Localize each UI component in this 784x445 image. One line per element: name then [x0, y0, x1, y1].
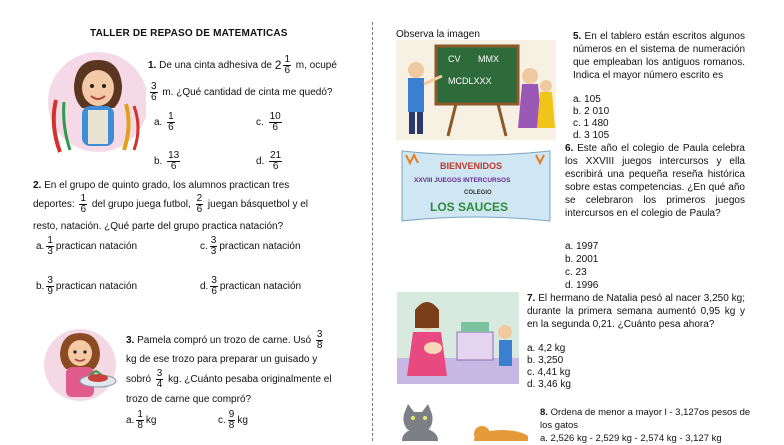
question-1 [148, 55, 368, 76]
denominator: 8 [228, 420, 235, 431]
question-3-line1 [126, 330, 358, 351]
numerator: 3 [151, 81, 157, 92]
q5-option-d[interactable]: d. 3 105 [573, 130, 610, 141]
q6-option-a[interactable]: a. 1997 [565, 241, 599, 252]
option-text: practican natación [55, 281, 138, 293]
girl-meat-illustration [40, 325, 120, 405]
q6-option-b[interactable]: b. 2001 [565, 254, 599, 265]
fraction [283, 55, 291, 76]
denominator: 6 [80, 204, 87, 215]
denominator: 8 [137, 420, 143, 431]
option-text: practican natación [55, 241, 138, 253]
numerator: 1 [168, 111, 174, 122]
numerator: 3 [210, 235, 217, 246]
numerator: 1 [80, 193, 87, 204]
fraction [210, 276, 218, 297]
board-numeral-1: CV [448, 54, 461, 64]
numerator: 3 [47, 275, 53, 286]
question-6-text: Este año el colegio de Paula celebra los XXVIII juegos intercursos y ella escribirá una pequeña reseña histórica sobre estas competencias. ¿En qué año se celebraron los primeros juegos intercursos en el colegio de Paula? [565, 143, 745, 219]
q2-option-a[interactable] [36, 236, 137, 257]
banner-welcome-text: BIENVENIDOS [440, 161, 503, 171]
question-1-text-a: De una cinta adhesiva de [159, 60, 272, 72]
question-1-number: 1. [148, 60, 157, 72]
question-1-text-b: m, ocupé [295, 60, 337, 72]
board-numeral-2: MMX [478, 54, 499, 64]
numerator: 2 [196, 193, 203, 204]
denominator: 6 [284, 65, 291, 76]
question-8-number: 8. [540, 407, 548, 418]
welcome-banner-illustration [396, 145, 556, 227]
question-3-text-d: kg. ¿Cuánto pesaba originalmente el [168, 374, 332, 386]
question-8 [540, 406, 760, 432]
q7-option-d[interactable]: d. 3,46 kg [527, 379, 571, 390]
denominator: 6 [151, 92, 157, 103]
question-5-number: 5. [573, 31, 582, 42]
question-1-line2 [148, 82, 368, 103]
q1-option-d[interactable] [256, 151, 284, 172]
question-3-number: 3. [126, 335, 135, 347]
banner-school-name: LOS SAUCES [430, 200, 509, 214]
q1-option-b[interactable] [154, 151, 182, 172]
question-3-line3 [126, 369, 362, 390]
denominator: 3 [210, 246, 217, 257]
denominator: 6 [272, 122, 278, 133]
fraction [150, 82, 158, 103]
q2-option-c[interactable] [200, 236, 301, 257]
option-letter: a. [126, 415, 135, 427]
q8-option-a[interactable]: a. 2,526 kg - 2,529 kg - 2,574 kg - 3,127 kg [540, 433, 722, 444]
banner-games-text: XXVIII JUEGOS INTERCURSOS [414, 177, 511, 184]
fraction [79, 194, 87, 215]
option-letter: d. [256, 156, 265, 168]
q1-option-a[interactable] [154, 112, 177, 133]
question-2-line3: resto, natación. ¿Qué parte del grupo practica natación? [33, 221, 284, 232]
fraction [269, 112, 282, 133]
denominator: 9 [47, 286, 53, 297]
fraction [210, 236, 218, 257]
question-2-text-b: del grupo juega futbol, [91, 199, 191, 211]
q2-option-d[interactable] [200, 276, 301, 297]
denominator: 3 [47, 246, 53, 257]
question-3-text-a: Pamela compró un trozo de carne. Usó [137, 335, 312, 347]
question-5-text: En el tablero están escritos algunos números en el sistema de numeración que empleaban los antiguos romanos. Indica el mayor número escrito es [573, 31, 745, 81]
mixed-number [275, 55, 293, 76]
q6-option-c[interactable]: c. 23 [565, 267, 587, 278]
q7-option-b[interactable]: b. 3,250 [527, 355, 564, 366]
question-7 [527, 292, 745, 331]
denominator: 6 [272, 161, 279, 172]
board-numeral-3: MCDLXXX [448, 76, 492, 86]
question-3-line2: kg de ese trozo para preparar un guisado y [126, 354, 318, 365]
question-2-text-c: juegan básquetbol y el [207, 199, 308, 211]
page-title: TALLER DE REPASO DE MATEMATICAS [90, 28, 288, 39]
fraction [196, 194, 204, 215]
question-3-line4: trozo de carne que compró? [126, 394, 252, 405]
q7-option-c[interactable]: c. 4,41 kg [527, 367, 571, 378]
question-6 [565, 142, 745, 220]
roman-board-illustration [396, 40, 556, 140]
option-letter: b. [36, 281, 45, 293]
fraction [46, 236, 54, 257]
numerator: 21 [270, 150, 282, 161]
fraction [156, 369, 164, 390]
fraction [228, 410, 236, 431]
question-2-line1 [33, 179, 357, 192]
option-letter: a. [36, 241, 45, 253]
numerator: 9 [228, 409, 235, 420]
option-letter: d. [200, 281, 209, 293]
q7-option-a[interactable]: a. 4,2 kg [527, 343, 566, 354]
numerator: 3 [156, 368, 163, 379]
question-1-text-c: m. ¿Qué cantidad de cinta me quedó? [162, 87, 333, 99]
numerator: 3 [316, 329, 323, 340]
fraction [269, 151, 282, 172]
fraction [136, 410, 144, 431]
numerator: 10 [269, 111, 281, 122]
numerator: 13 [168, 150, 180, 161]
q1-option-c[interactable] [256, 112, 284, 133]
column-divider [372, 22, 373, 441]
denominator: 6 [196, 204, 203, 215]
denominator: 6 [170, 161, 177, 172]
denominator: 6 [168, 122, 174, 133]
q5-option-c[interactable]: c. 1 480 [573, 118, 609, 129]
fraction [167, 112, 175, 133]
fraction [46, 276, 54, 297]
q3-option-a[interactable] [126, 410, 156, 431]
option-letter: b. [154, 156, 163, 168]
option-text: practican natación [219, 281, 302, 293]
numerator: 1 [284, 54, 291, 65]
numerator: 3 [211, 275, 217, 286]
fraction [316, 330, 324, 351]
question-6-number: 6. [565, 143, 574, 154]
q5-option-b[interactable]: b. 2 010 [573, 106, 610, 117]
option-text: kg [145, 415, 157, 427]
numerator: 1 [137, 409, 143, 420]
denominator: 4 [156, 379, 163, 390]
denominator: 6 [211, 286, 217, 297]
baby-scale-illustration [397, 292, 519, 384]
observa-label: Observa la imagen [396, 29, 480, 40]
option-letter: c. [218, 415, 226, 427]
question-2-text-line1: En el grupo de quinto grado, los alumnos practican tres [44, 180, 290, 191]
numerator: 1 [47, 235, 53, 246]
question-7-text: El hermano de Natalia pesó al nacer 3,250 kg; durante la primera semana aumentó 0,95 kg y en la segunda 0,21. ¿Cuánto pesa ahora? [527, 293, 746, 330]
option-letter: a. [154, 117, 163, 129]
q3-option-c[interactable] [218, 410, 248, 431]
option-text: practican natación [219, 241, 301, 253]
option-letter: c. [200, 241, 208, 253]
question-5 [573, 30, 745, 82]
fraction [167, 151, 180, 172]
question-7-number: 7. [527, 293, 536, 304]
option-text: kg [237, 415, 248, 427]
mixed-whole: 2 [274, 58, 282, 72]
question-2-text-a: deportes: [33, 199, 75, 211]
q6-option-d[interactable]: d. 1996 [565, 280, 599, 291]
q5-option-a[interactable]: a. 105 [573, 94, 601, 105]
question-2-number: 2. [33, 180, 42, 191]
question-8-text: Ordena de menor a mayor l - 3,127os pesos de los gatos [540, 407, 751, 431]
q2-option-b[interactable] [36, 276, 137, 297]
question-2-line2 [33, 194, 363, 215]
question-3-text-c: sobró [126, 374, 152, 386]
option-letter: c. [256, 117, 264, 129]
girl-ribbon-illustration [36, 40, 146, 158]
cats-illustration [398, 400, 528, 441]
denominator: 8 [316, 340, 323, 351]
banner-school-label: COLEGIO [464, 190, 492, 196]
